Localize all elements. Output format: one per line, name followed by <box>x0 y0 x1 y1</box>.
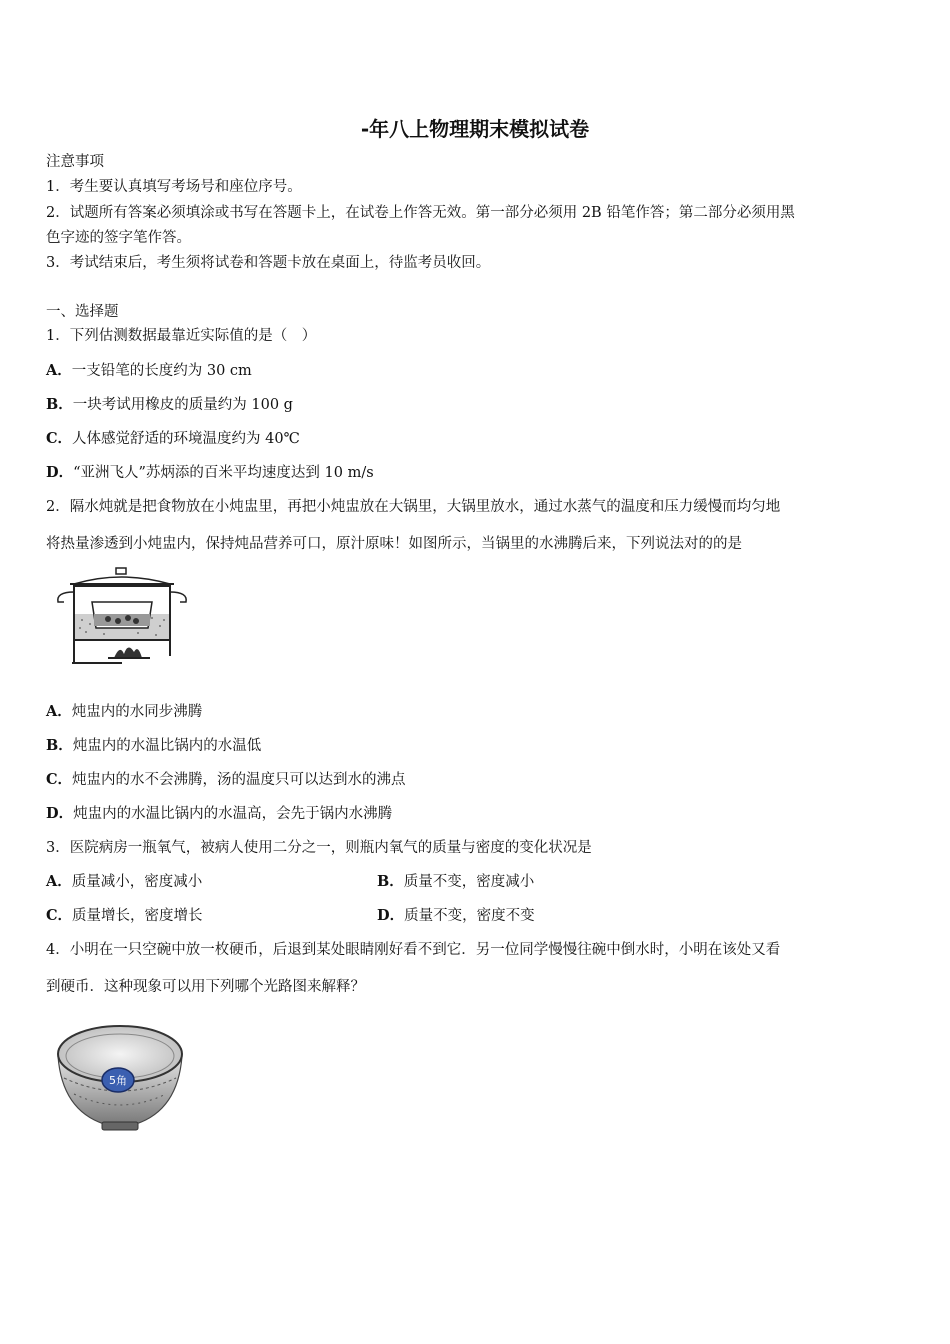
option-letter: A． <box>46 362 72 379</box>
double-boiler-figure <box>52 566 192 670</box>
bowl-coin-figure <box>54 1020 186 1132</box>
question-3-stem: 3．医院病房一瓶氧气，被病人使用二分之一，则瓶内氧气的质量与密度的变化状况是 <box>46 840 592 856</box>
option-text: 炖盅内的水不会沸腾，汤的温度只可以达到水的沸点 <box>72 772 406 788</box>
option-letter: C． <box>46 771 73 788</box>
option-d <box>377 906 535 926</box>
option-b <box>46 395 293 415</box>
option-text: 质量减小，密度减小 <box>71 874 203 890</box>
option-text: 炖盅内的水同步沸腾 <box>71 704 203 720</box>
option-a <box>46 361 252 381</box>
question-4-stem: 到硬币．这种现象可以用下列哪个光路图来解释？ <box>46 979 365 995</box>
option-d <box>46 804 392 824</box>
option-text: 质量不变，密度不变 <box>404 908 535 924</box>
section-heading: 一、选择题 <box>46 304 119 320</box>
question-1-stem: 1．下列估测数据最靠近实际值的是（ ） <box>46 328 317 344</box>
option-b <box>46 736 261 756</box>
option-c <box>46 906 203 926</box>
option-c <box>46 429 300 449</box>
notice-item: 3．考试结束后，考生须将试卷和答题卡放在桌面上，待监考员收回。 <box>46 255 491 271</box>
option-letter: C． <box>46 907 73 924</box>
option-letter: C． <box>46 430 73 447</box>
option-letter: A． <box>46 703 72 720</box>
option-letter: D． <box>46 805 74 822</box>
notice-heading: 注意事项 <box>46 154 104 170</box>
option-text: 人体感觉舒适的环境温度约为 40℃ <box>72 431 300 447</box>
option-text: 一支铅笔的长度约为 30 cm <box>71 363 252 379</box>
notice-item: 1．考生要认真填写考场号和座位序号。 <box>46 179 302 195</box>
option-text: 一块考试用橡皮的质量约为 100 g <box>72 397 293 413</box>
option-letter: D． <box>46 464 74 481</box>
option-a <box>46 872 202 892</box>
option-a <box>46 702 202 722</box>
option-text: 质量增长，密度增长 <box>72 908 203 924</box>
option-letter: B． <box>46 396 73 413</box>
question-4-stem: 4．小明在一只空碗中放一枚硬币，后退到某处眼睛刚好看不到它．另一位同学慢慢往碗中倒水时，小明在该处又看 <box>46 942 781 958</box>
notice-item: 色字迹的签字笔作答。 <box>46 230 191 246</box>
option-text: “亚洲飞人”苏炳添的百米平均速度达到 10 m/s <box>73 465 374 481</box>
option-text: 炖盅内的水温比锅内的水温低 <box>72 738 262 754</box>
option-letter: D． <box>377 907 405 924</box>
option-c <box>46 770 406 790</box>
option-letter: B． <box>377 873 404 890</box>
notice-item: 2．试题所有答案必须填涂或书写在答题卡上，在试卷上作答无效。第一部分必须用 2B 铅笔作答；第二部分必须用黑 <box>46 205 795 221</box>
question-2-stem: 2．隔水炖就是把食物放在小炖盅里，再把小炖盅放在大锅里，大锅里放水，通过水蒸气的温度和压力缓慢而均匀地 <box>46 499 781 515</box>
option-d <box>46 463 374 483</box>
option-letter: B． <box>46 737 73 754</box>
page-title: -年八上物理期末模拟试卷 <box>360 117 590 141</box>
option-text: 炖盅内的水温比锅内的水温高，会先于锅内水沸腾 <box>73 806 393 822</box>
option-b <box>377 872 534 892</box>
coin-label: 5角 <box>109 1074 127 1087</box>
option-letter: A． <box>46 873 72 890</box>
option-text: 质量不变，密度减小 <box>403 874 535 890</box>
question-2-stem: 将热量渗透到小炖盅内，保持炖品营养可口，原汁原味！如图所示，当锅里的水沸腾后来，下列说法对的的是 <box>46 536 742 552</box>
